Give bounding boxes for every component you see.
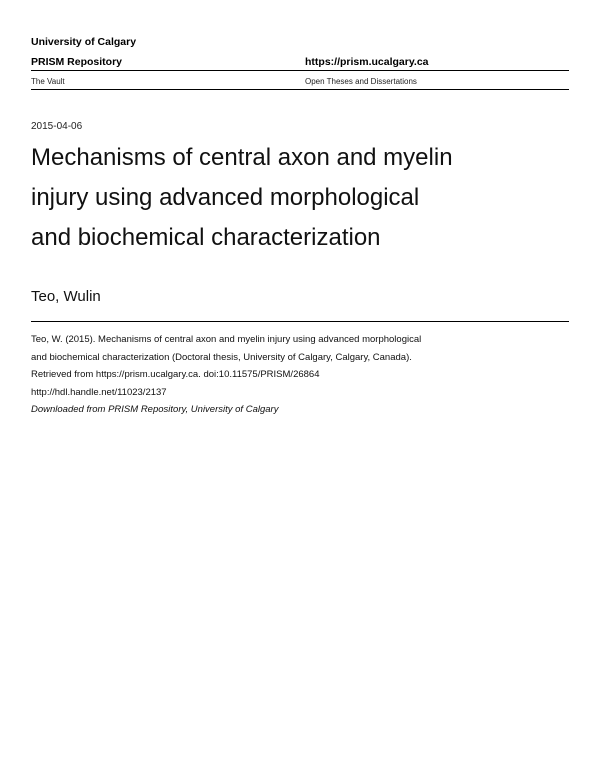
header-divider-bottom	[31, 89, 569, 90]
citation-block	[31, 331, 421, 419]
author-name: Teo, Wulin	[31, 288, 101, 305]
header-divider-top	[31, 70, 569, 71]
document-date: 2015-04-06	[31, 121, 83, 132]
citation-line: Teo, W. (2015). Mechanisms of central axon and myelin injury using advanced morphological	[31, 334, 422, 345]
vault-label: The Vault	[31, 77, 65, 86]
citation-handle-link[interactable]: http://hdl.handle.net/11023/2137	[31, 386, 167, 398]
institution-name: University of Calgary	[31, 36, 137, 48]
repository-url[interactable]: https://prism.ucalgary.ca	[305, 56, 429, 68]
citation-line: and biochemical characterization (Doctoral thesis, University of Calgary, Calgary, Canada).	[31, 351, 412, 363]
title-line: and biochemical characterization	[31, 224, 381, 251]
document-title	[31, 138, 571, 258]
title-line: injury using advanced morphological	[31, 184, 420, 211]
collection-label: Open Theses and Dissertations	[305, 77, 417, 86]
downloaded-from-note: Downloaded from PRISM Repository, University of Calgary	[31, 404, 279, 415]
title-line: Mechanisms of central axon and myelin	[31, 144, 453, 171]
repository-name: PRISM Repository	[31, 56, 123, 68]
citation-line[interactable]: Retrieved from https://prism.ucalgary.ca. doi:10.11575/PRISM/26864	[31, 369, 320, 380]
citation-divider	[31, 321, 569, 322]
